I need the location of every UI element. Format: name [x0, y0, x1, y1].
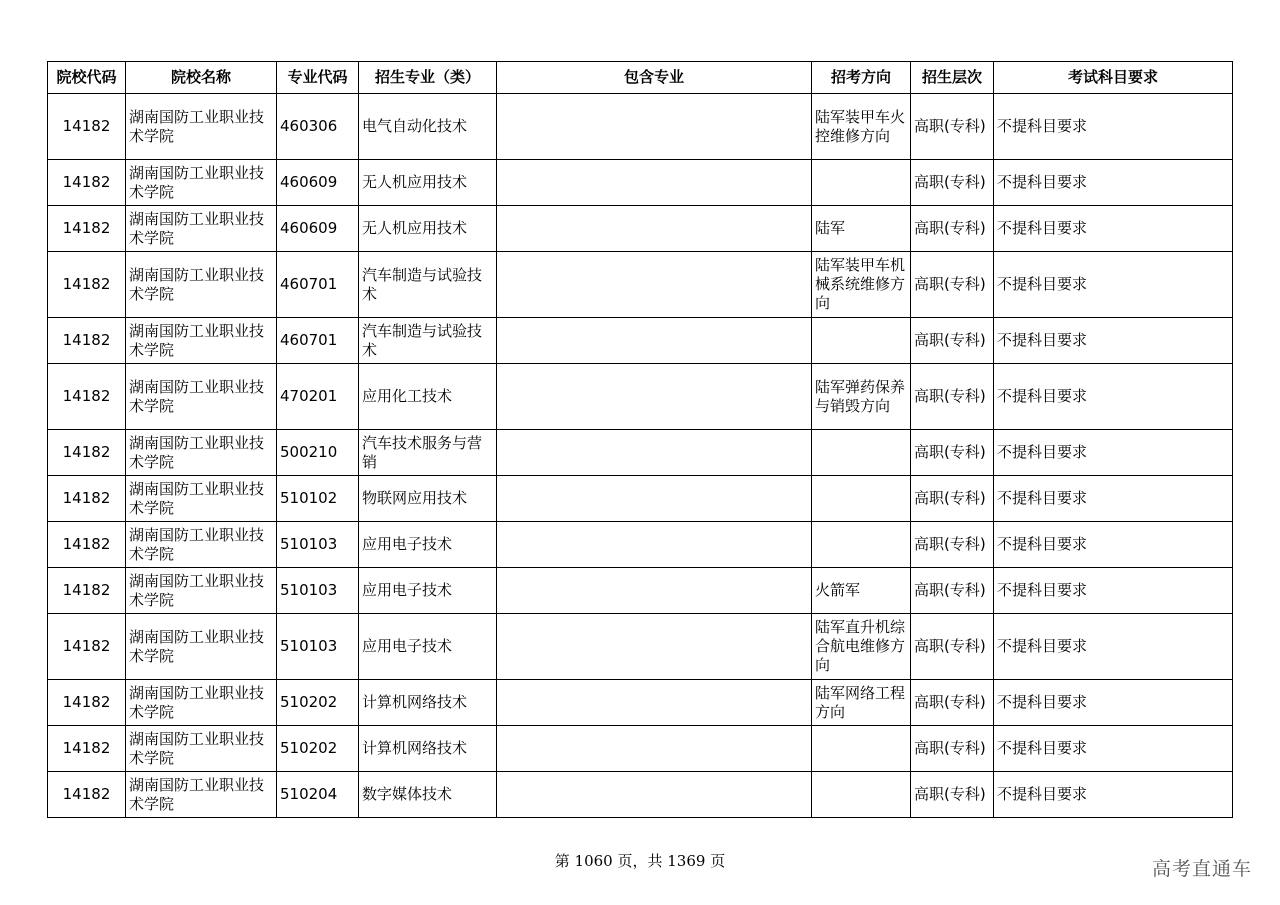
cell-major: 电气自动化技术 — [359, 94, 497, 160]
cell-school-name: 湖南国防工业职业技术学院 — [126, 680, 277, 726]
table-header-row — [48, 62, 1233, 94]
cell-major: 数字媒体技术 — [359, 772, 497, 818]
cell-school-code: 14182 — [48, 476, 126, 522]
cell-included-majors — [497, 206, 812, 252]
cell-major-code: 460609 — [277, 160, 359, 206]
cell-included-majors — [497, 318, 812, 364]
cell-major: 无人机应用技术 — [359, 160, 497, 206]
cell-requirement: 不提科目要求 — [994, 430, 1233, 476]
cell-requirement: 不提科目要求 — [994, 522, 1233, 568]
cell-requirement: 不提科目要求 — [994, 364, 1233, 430]
cell-direction: 陆军装甲车机械系统维修方向 — [812, 252, 911, 318]
cell-major-code: 510204 — [277, 772, 359, 818]
cell-major-code: 460701 — [277, 252, 359, 318]
cell-requirement: 不提科目要求 — [994, 680, 1233, 726]
cell-major: 汽车制造与试验技术 — [359, 318, 497, 364]
cell-direction — [812, 522, 911, 568]
cell-included-majors — [497, 522, 812, 568]
cell-major-code: 510103 — [277, 568, 359, 614]
cell-level: 高职(专科) — [911, 94, 994, 160]
cell-school-code: 14182 — [48, 568, 126, 614]
cell-level: 高职(专科) — [911, 430, 994, 476]
cell-school-name: 湖南国防工业职业技术学院 — [126, 614, 277, 680]
cell-direction — [812, 318, 911, 364]
cell-school-code: 14182 — [48, 364, 126, 430]
cell-requirement: 不提科目要求 — [994, 476, 1233, 522]
cell-major-code: 510102 — [277, 476, 359, 522]
cell-direction — [812, 726, 911, 772]
cell-level: 高职(专科) — [911, 160, 994, 206]
table-row — [48, 522, 1233, 568]
cell-level: 高职(专科) — [911, 772, 994, 818]
cell-included-majors — [497, 568, 812, 614]
cell-direction: 陆军直升机综合航电维修方向 — [812, 614, 911, 680]
table-row — [48, 364, 1233, 430]
header-major-code: 专业代码 — [277, 62, 359, 94]
cell-requirement: 不提科目要求 — [994, 772, 1233, 818]
cell-level: 高职(专科) — [911, 318, 994, 364]
cell-major: 计算机网络技术 — [359, 726, 497, 772]
cell-school-code: 14182 — [48, 252, 126, 318]
cell-major-code: 510103 — [277, 614, 359, 680]
cell-included-majors — [497, 772, 812, 818]
cell-requirement: 不提科目要求 — [994, 206, 1233, 252]
cell-direction — [812, 430, 911, 476]
cell-major: 计算机网络技术 — [359, 680, 497, 726]
table-row — [48, 772, 1233, 818]
table-row — [48, 476, 1233, 522]
cell-level: 高职(专科) — [911, 252, 994, 318]
cell-major: 汽车制造与试验技术 — [359, 252, 497, 318]
cell-direction: 火箭军 — [812, 568, 911, 614]
header-requirement: 考试科目要求 — [994, 62, 1233, 94]
cell-direction — [812, 476, 911, 522]
cell-school-code: 14182 — [48, 94, 126, 160]
table-row — [48, 568, 1233, 614]
cell-included-majors — [497, 680, 812, 726]
cell-major: 汽车技术服务与营销 — [359, 430, 497, 476]
cell-level: 高职(专科) — [911, 522, 994, 568]
table-row — [48, 206, 1233, 252]
cell-included-majors — [497, 614, 812, 680]
header-school-name: 院校名称 — [126, 62, 277, 94]
table-row — [48, 680, 1233, 726]
cell-included-majors — [497, 364, 812, 430]
cell-school-code: 14182 — [48, 160, 126, 206]
cell-included-majors — [497, 94, 812, 160]
header-included-majors: 包含专业 — [497, 62, 812, 94]
table-row — [48, 94, 1233, 160]
table-row — [48, 160, 1233, 206]
cell-major-code: 510202 — [277, 680, 359, 726]
cell-school-name: 湖南国防工业职业技术学院 — [126, 318, 277, 364]
cell-school-code: 14182 — [48, 522, 126, 568]
cell-requirement: 不提科目要求 — [994, 726, 1233, 772]
table-row — [48, 726, 1233, 772]
cell-school-code: 14182 — [48, 430, 126, 476]
cell-school-name: 湖南国防工业职业技术学院 — [126, 568, 277, 614]
cell-direction: 陆军弹药保养与销毁方向 — [812, 364, 911, 430]
cell-direction: 陆军网络工程方向 — [812, 680, 911, 726]
cell-requirement: 不提科目要求 — [994, 252, 1233, 318]
cell-school-code: 14182 — [48, 680, 126, 726]
cell-direction — [812, 772, 911, 818]
table-row — [48, 430, 1233, 476]
cell-requirement: 不提科目要求 — [994, 160, 1233, 206]
cell-level: 高职(专科) — [911, 680, 994, 726]
cell-major: 物联网应用技术 — [359, 476, 497, 522]
cell-direction: 陆军装甲车火控维修方向 — [812, 94, 911, 160]
cell-major-code: 510103 — [277, 522, 359, 568]
watermark: 高考直通车 — [1151, 858, 1252, 880]
table-row — [48, 318, 1233, 364]
header-direction: 招考方向 — [812, 62, 911, 94]
header-level: 招生层次 — [911, 62, 994, 94]
cell-school-name: 湖南国防工业职业技术学院 — [126, 430, 277, 476]
cell-included-majors — [497, 252, 812, 318]
admissions-table — [47, 61, 1233, 818]
cell-major: 应用电子技术 — [359, 568, 497, 614]
cell-school-code: 14182 — [48, 726, 126, 772]
table-row — [48, 614, 1233, 680]
cell-major: 无人机应用技术 — [359, 206, 497, 252]
cell-requirement: 不提科目要求 — [994, 94, 1233, 160]
cell-included-majors — [497, 726, 812, 772]
cell-level: 高职(专科) — [911, 614, 994, 680]
table-row — [48, 252, 1233, 318]
cell-major-code: 460306 — [277, 94, 359, 160]
header-major: 招生专业（类） — [359, 62, 497, 94]
cell-school-code: 14182 — [48, 772, 126, 818]
cell-school-code: 14182 — [48, 206, 126, 252]
cell-direction — [812, 160, 911, 206]
cell-level: 高职(专科) — [911, 726, 994, 772]
cell-school-name: 湖南国防工业职业技术学院 — [126, 476, 277, 522]
header-school-code: 院校代码 — [48, 62, 126, 94]
cell-level: 高职(专科) — [911, 568, 994, 614]
cell-included-majors — [497, 476, 812, 522]
cell-major-code: 500210 — [277, 430, 359, 476]
table-body — [48, 94, 1233, 818]
page-number: 第 1060 页，共 1369 页 — [554, 852, 726, 870]
cell-requirement: 不提科目要求 — [994, 614, 1233, 680]
cell-requirement: 不提科目要求 — [994, 318, 1233, 364]
cell-major-code: 470201 — [277, 364, 359, 430]
cell-level: 高职(专科) — [911, 364, 994, 430]
cell-school-name: 湖南国防工业职业技术学院 — [126, 252, 277, 318]
cell-major: 应用电子技术 — [359, 614, 497, 680]
cell-level: 高职(专科) — [911, 476, 994, 522]
cell-school-name: 湖南国防工业职业技术学院 — [126, 94, 277, 160]
cell-school-name: 湖南国防工业职业技术学院 — [126, 522, 277, 568]
cell-school-name: 湖南国防工业职业技术学院 — [126, 772, 277, 818]
cell-school-name: 湖南国防工业职业技术学院 — [126, 160, 277, 206]
admissions-table-container — [47, 61, 1232, 818]
cell-included-majors — [497, 430, 812, 476]
cell-direction: 陆军 — [812, 206, 911, 252]
cell-requirement: 不提科目要求 — [994, 568, 1233, 614]
cell-school-code: 14182 — [48, 614, 126, 680]
cell-major: 应用化工技术 — [359, 364, 497, 430]
cell-major-code: 510202 — [277, 726, 359, 772]
cell-major-code: 460701 — [277, 318, 359, 364]
cell-level: 高职(专科) — [911, 206, 994, 252]
cell-major: 应用电子技术 — [359, 522, 497, 568]
cell-school-name: 湖南国防工业职业技术学院 — [126, 206, 277, 252]
cell-school-name: 湖南国防工业职业技术学院 — [126, 364, 277, 430]
cell-school-name: 湖南国防工业职业技术学院 — [126, 726, 277, 772]
cell-school-code: 14182 — [48, 318, 126, 364]
cell-major-code: 460609 — [277, 206, 359, 252]
cell-included-majors — [497, 160, 812, 206]
